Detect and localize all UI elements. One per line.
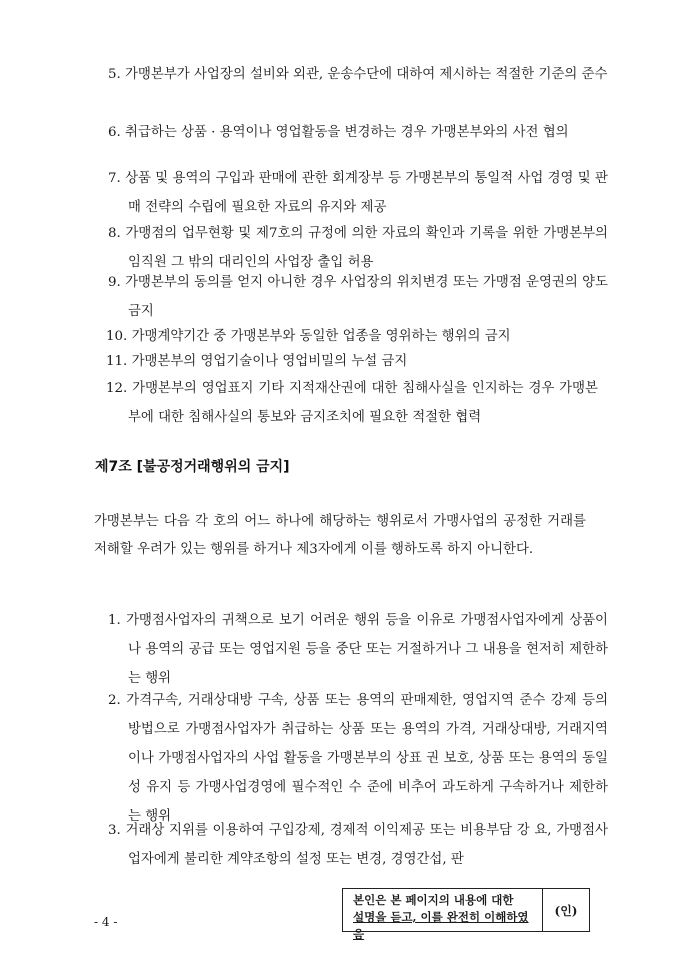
confirmation-statement — [343, 889, 543, 941]
item-number: 8. — [108, 226, 121, 241]
list-item-b1 — [108, 606, 608, 693]
item-text: 거래상 지위를 이용하여 구입강제, 경제적 이익제공 또는 비용부담 강 요, 가맹점사업자에게 불리한 계약조항의 설정 또는 변경, 경영간섭, 판 — [125, 823, 608, 867]
item-text: 가맹본부의 영업기술이나 영업비밀의 누설 금지 — [131, 354, 408, 369]
list-item-11 — [106, 347, 598, 376]
item-number: 9. — [108, 275, 121, 290]
page-number: - 4 - — [94, 915, 118, 929]
confirmation-box — [342, 888, 590, 941]
item-text: 가맹계약기간 중 가맹본부와 동일한 업종을 영위하는 행위의 금지 — [131, 329, 511, 344]
item-text: 취급하는 상품 · 용역이나 영업활동을 변경하는 경우 가맹본부와의 사전 협의 — [125, 125, 569, 140]
item-number: 10. — [106, 329, 128, 344]
confirmation-line-1: 본인은 본 페이지의 내용에 대한 — [353, 893, 514, 907]
item-text: 가맹본부의 동의를 얻지 아니한 경우 사업장의 위치변경 또는 가맹점 운영권의 양도금지 — [125, 275, 608, 319]
seal-field[interactable]: (인) — [554, 903, 578, 918]
item-text: 상품 및 용역의 구입과 판매에 관한 회계장부 등 가맹본부의 통일적 사업 경영 및 판매 전략의 수립에 필요한 자료의 유지와 제공 — [125, 171, 608, 215]
item-number: 11. — [106, 354, 128, 369]
list-item-6 — [108, 118, 608, 147]
item-number: 6. — [108, 125, 121, 140]
item-number: 3. — [108, 823, 121, 838]
list-item-5 — [108, 60, 608, 89]
item-number: 7. — [108, 171, 121, 186]
item-number: 2. — [108, 693, 121, 708]
item-text: 가맹점사업자의 귀책으로 보기 어려운 행위 등을 이유로 가맹점사업자에게 상품이나 용역의 공급 또는 영업지원 등을 중단 또는 거절하거나 그 내용을 현저히 제한하는 행위 — [126, 613, 608, 686]
list-item-b2 — [108, 686, 608, 831]
list-item-7 — [108, 164, 608, 222]
section-heading: 제7조 [불공정거래행위의 금지] — [95, 459, 290, 475]
list-item-b3 — [108, 816, 608, 874]
item-text: 가맹본부의 영업표지 기타 지적재산권에 대한 침해사실을 인지하는 경우 가맹본부에 대한 침해사실의 통보와 금지조치에 필요한 적절한 협력 — [128, 381, 598, 425]
body-paragraph: 가맹본부는 다음 각 호의 어느 하나에 해당하는 행위로서 가맹사업의 공정한 거래를 저해할 우려가 있는 행위를 하거나 제3자에게 이를 행하도록 하지 아니한다. — [94, 514, 586, 557]
item-text: 가맹점의 업무현황 및 제7호의 규정에 의한 자료의 확인과 기록을 위한 가맹본부의 임직원 그 밖의 대리인의 사업장 출입 허용 — [125, 226, 608, 270]
item-text: 가맹본부가 사업장의 설비와 외관, 운송수단에 대하여 제시하는 적절한 기준의 준수 — [125, 67, 608, 82]
item-number: 5. — [108, 67, 121, 82]
confirmation-line-2: 설명을 듣고, 이를 완전히 이해하였음 — [353, 910, 529, 941]
item-number: 12. — [106, 381, 128, 396]
list-item-9 — [108, 268, 608, 326]
item-text: 가격구속, 거래상대방 구속, 상품 또는 용역의 판매제한, 영업지역 준수 강제 등의 방법으로 가맹점사업자가 취급하는 상품 또는 용역의 가격, 거래상대방, 거래지역이나 가맹점사업자의 사업 활동을 가맹본부의 상표 권 보호, 상품 또는 용역의 동일성 유지 등 가맹사업경영에 필수적인 수 준에 비추어 과도하게 구속하거나 제한하는 행위 — [126, 693, 609, 824]
item-number: 1. — [108, 613, 121, 628]
list-item-12 — [106, 374, 598, 432]
